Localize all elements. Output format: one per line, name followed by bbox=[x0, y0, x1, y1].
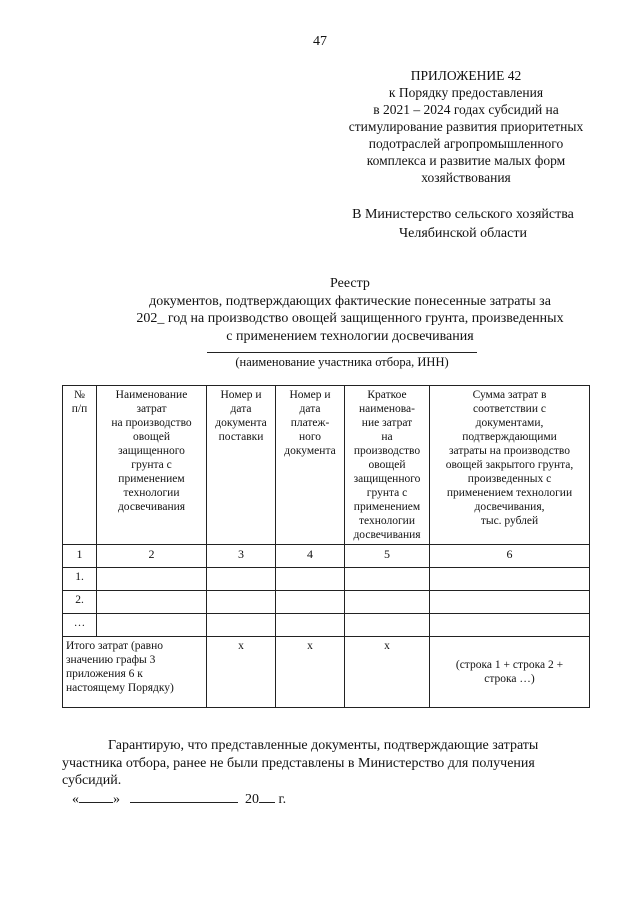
title-line: документов, подтверждающих фактические понесенные затраты за bbox=[149, 293, 551, 309]
table-cell bbox=[430, 568, 590, 591]
table-header-row bbox=[63, 386, 590, 545]
title-line: 202_ год на производство овощей защищенного грунта, произведенных bbox=[136, 311, 564, 326]
table-cell bbox=[97, 591, 207, 614]
table-cell bbox=[276, 591, 345, 614]
appendix-line: в 2021 – 2024 годах субсидий на bbox=[373, 102, 559, 117]
row-number: 1. bbox=[63, 568, 97, 591]
column-number: 5 bbox=[345, 545, 430, 568]
page-number: 47 bbox=[313, 34, 327, 49]
row-number: 2. bbox=[63, 591, 97, 614]
year-blank bbox=[259, 790, 275, 803]
guarantee-line: субсидий. bbox=[62, 773, 122, 788]
row-number: … bbox=[63, 614, 97, 637]
addressee bbox=[318, 205, 608, 243]
year-prefix: 20 bbox=[245, 792, 259, 807]
table-row bbox=[63, 614, 590, 637]
appendix-header bbox=[305, 67, 627, 186]
title-line: с применением технологии досвечивания bbox=[226, 328, 474, 344]
date-line bbox=[72, 790, 286, 808]
total-label: Итого затрат (равно значению графы 3 приложения 6 к настоящему Порядку) bbox=[63, 637, 207, 708]
column-number-row bbox=[63, 545, 590, 568]
table-cell bbox=[345, 591, 430, 614]
table-row bbox=[63, 568, 590, 591]
addressee-line: В Министерство сельского хозяйства bbox=[352, 207, 574, 222]
appendix-line: к Порядку предоставления bbox=[388, 85, 544, 100]
header-cell-short-name: Краткое наименова- ние затрат на производство овощей защищенного грунта с применением технологии досвечивания bbox=[345, 386, 430, 545]
appendix-title: ПРИЛОЖЕНИЕ 42 bbox=[410, 68, 522, 83]
participant-blank-line bbox=[207, 352, 477, 353]
appendix-line: хозяйствования bbox=[421, 170, 511, 185]
total-sum-formula: (строка 1 + строка 2 + строка …) bbox=[430, 637, 590, 708]
addressee-line: Челябинской области bbox=[399, 226, 527, 241]
table-cell bbox=[207, 591, 276, 614]
total-row bbox=[63, 637, 590, 708]
table-cell bbox=[276, 614, 345, 637]
date-close-quote: » bbox=[113, 792, 120, 807]
registry-title bbox=[60, 275, 640, 345]
month-blank bbox=[130, 790, 238, 803]
header-cell-num: № п/п bbox=[63, 386, 97, 545]
guarantee-line: участника отбора, ранее не были представлены в Министерство для получения bbox=[62, 755, 535, 771]
column-number: 1 bbox=[63, 545, 97, 568]
table-cell bbox=[97, 614, 207, 637]
participant-caption: (наименование участника отбора, ИНН) bbox=[235, 355, 449, 369]
total-col4-mark: х bbox=[276, 637, 345, 708]
total-col5-mark: х bbox=[345, 637, 430, 708]
table-cell bbox=[276, 568, 345, 591]
day-blank bbox=[79, 790, 113, 803]
total-col3-mark: х bbox=[207, 637, 276, 708]
year-suffix: г. bbox=[278, 792, 287, 807]
table-cell bbox=[345, 614, 430, 637]
table-cell bbox=[430, 614, 590, 637]
table-cell bbox=[97, 568, 207, 591]
table-cell bbox=[207, 568, 276, 591]
header-cell-name: Наименование затрат на производство овощей защищенного грунта с применением технологии досвечивания bbox=[97, 386, 207, 545]
column-number: 4 bbox=[276, 545, 345, 568]
appendix-line: подотраслей агропромышленного bbox=[368, 136, 564, 151]
column-number: 3 bbox=[207, 545, 276, 568]
registry-table bbox=[62, 385, 590, 708]
column-number: 2 bbox=[97, 545, 207, 568]
title-heading: Реестр bbox=[330, 276, 370, 291]
header-cell-payment-doc: Номер и дата платеж- ного документа bbox=[276, 386, 345, 545]
table-cell bbox=[207, 614, 276, 637]
date-open-quote: « bbox=[72, 792, 79, 807]
header-cell-amount: Сумма затрат в соответствии с документами, подтверждающими затраты на производство овощей закрытого грунта, произведенных с применением технологии досвечивания, тыс. рублей bbox=[430, 386, 590, 545]
table-cell bbox=[345, 568, 430, 591]
table-row bbox=[63, 591, 590, 614]
appendix-line: стимулирование развития приоритетных bbox=[348, 119, 584, 134]
table-cell bbox=[430, 591, 590, 614]
column-number: 6 bbox=[430, 545, 590, 568]
header-cell-delivery-doc: Номер и дата документа поставки bbox=[207, 386, 276, 545]
guarantee-statement bbox=[62, 737, 602, 790]
appendix-line: комплекса и развитие малых форм bbox=[366, 153, 566, 168]
guarantee-line: Гарантирую, что представленные документы, подтверждающие затраты bbox=[108, 738, 539, 753]
